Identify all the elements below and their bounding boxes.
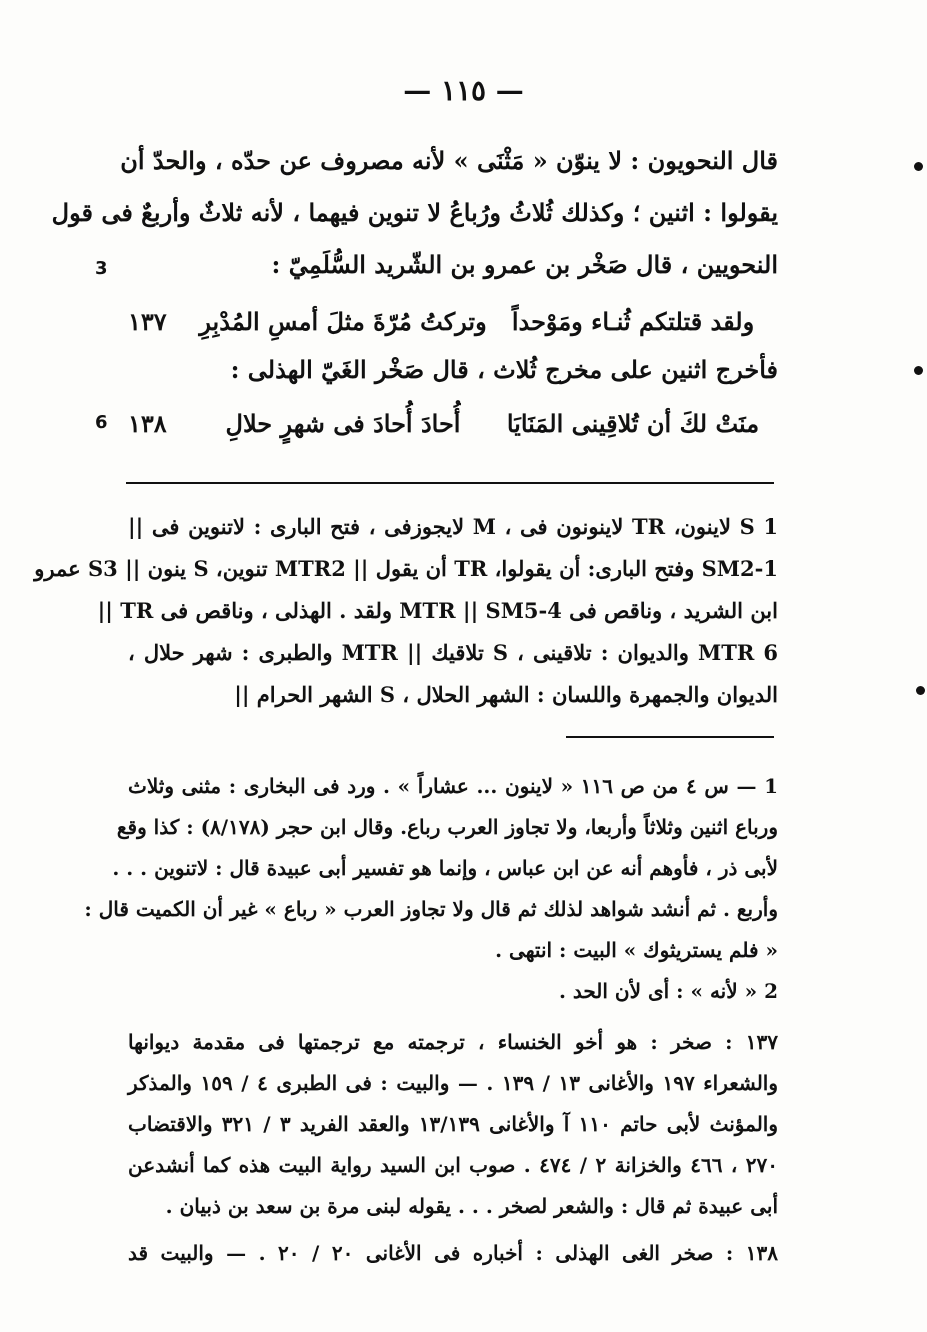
margin-dot: [914, 162, 923, 171]
line-number-marker: 6: [95, 412, 108, 433]
page-number: — ١١٥ —: [403, 74, 524, 107]
main-line: النحويين ، قال صَخْر بن عمرو بن الشّريد السُّلَمِيّ :: [271, 250, 778, 279]
verse-number: ١٣٧: [128, 306, 167, 336]
separator-rule: [566, 736, 774, 738]
verse-138: [128, 398, 778, 448]
margin-dot: [916, 686, 925, 695]
main-line: يقولوا : اثنين ؛ وكذلك ثُلاثُ ورُباعُ لا تنوين فيهما ، لأنه ثلاثٌ وأربعٌ فى قول: [51, 198, 778, 227]
note-line: ١٣٨ : صخر الغى الهذلى : أخباره فى الأغانى ٢٠ / ٢٠ . — والبيت قد: [128, 1241, 779, 1265]
verse-137: [128, 296, 778, 346]
apparatus-line: S 1 لاينون، TR لاينونون فى ، M لايجوزفى ، فتح البارى : لاتنوين فى ||: [128, 514, 778, 539]
verse-number: ١٣٨: [128, 408, 167, 438]
note-line: ورباع اثنين وثلاثاً وأربعا، ولا تجاوز العرب رباع. وقال ابن حجر (٨/١٧٨) : كذا وقع: [116, 815, 778, 839]
verse-hemistich: ولقد قتلتكم ثُنـاء ومَوْحداً: [511, 306, 755, 336]
apparatus-line: ابن الشريد ، وناقص فى MTR || SM5-4 ولقد . الهذلى ، وناقص فى TR ||: [97, 598, 778, 623]
note-line: والشعراء ١٩٧ والأغانى ١٣ / ١٣٩ . — والبيت : فى الطبرى ٤ / ١٥٩ والمذكر: [128, 1071, 779, 1095]
main-line: قال النحويون : لا ينوّن « مَثْنَى » لأنه مصروف عن حدّه ، والحدّ أن: [120, 146, 778, 175]
line-number-marker: 3: [95, 258, 108, 279]
separator-rule: [126, 482, 774, 484]
note-line: لأبى ذر ، فأوهم أنه عن ابن عباس ، وإنما هو تفسير أبى عبيدة قال : لاتنوين . . .: [112, 856, 778, 880]
apparatus-line: MTR 6 والديوان : تلاقينى ، S تلاقيك || MTR والطبرى : شهر حلال ،: [128, 640, 778, 665]
note-line: « فلم يستريثوك » البيت : انتهى .: [495, 938, 778, 962]
apparatus-line: SM2-1 وفتح البارى: أن يقولوا، TR أن يقول || MTR2 تنوين، S ينون || S3 عمرو: [34, 556, 778, 581]
verse-hemistich: منَتْ لكَ أن تُلاقِينى المَنَايَا: [506, 408, 760, 438]
note-line: ٢٧٠ ، ٤٦٦ والخزانة ٢ / ٤٧٤ . صوب ابن السيد رواية البيت هذه كما أنشدعن: [128, 1153, 778, 1177]
critical-apparatus: [34, 506, 778, 716]
verse-hemistich: وتركتُ مُرّةَ مثلَ أمسِ المُدْبِرِ: [199, 306, 487, 336]
main-text: [51, 135, 778, 291]
note-line: ١٣٧ : صخر : هو أخو الخنساء ، ترجمته مع ترجمتها فى مقدمة ديوانها: [128, 1030, 778, 1054]
note-line: 1 — س ٤ من ص ١١٦ « لاينون ... عشاراً » . ورد فى البخارى : مثنى وثلاث: [128, 774, 779, 798]
apparatus-line: الديوان والجمهرة واللسان : الشهر الحلال ، S الشهر الحرام ||: [234, 682, 778, 707]
verse-hemistich: أُحادَ أُحادَ فى شهرٍ حلالِ: [225, 408, 461, 438]
note-line: 2 « لأنه » : أى لأن الحد .: [558, 979, 778, 1003]
margin-dot: [914, 366, 923, 375]
main-line: فأخرج اثنين على مخرج ثُلاث ، قال صَخْر الغَيّ الهذلى :: [230, 355, 778, 384]
main-text-cont: [128, 344, 778, 396]
footnotes: [84, 766, 779, 1274]
note-line: أبى عبيدة ثم قال : والشعر لصخر . . . يقوله لبنى مرة بن سعد بن ذبيان .: [165, 1194, 778, 1218]
note-line: وأربع . ثم أنشد شواهد لذلك ثم قال ولا تجاوز العرب « رباع » غير أن الكميت قال :: [84, 897, 778, 921]
note-line: والمؤنث لأبى حاتم ١١٠ آ والأغانى ١٣/١٣٩ والعقد الفريد ٣ / ٣٢١ والاقتضاب: [128, 1112, 779, 1136]
